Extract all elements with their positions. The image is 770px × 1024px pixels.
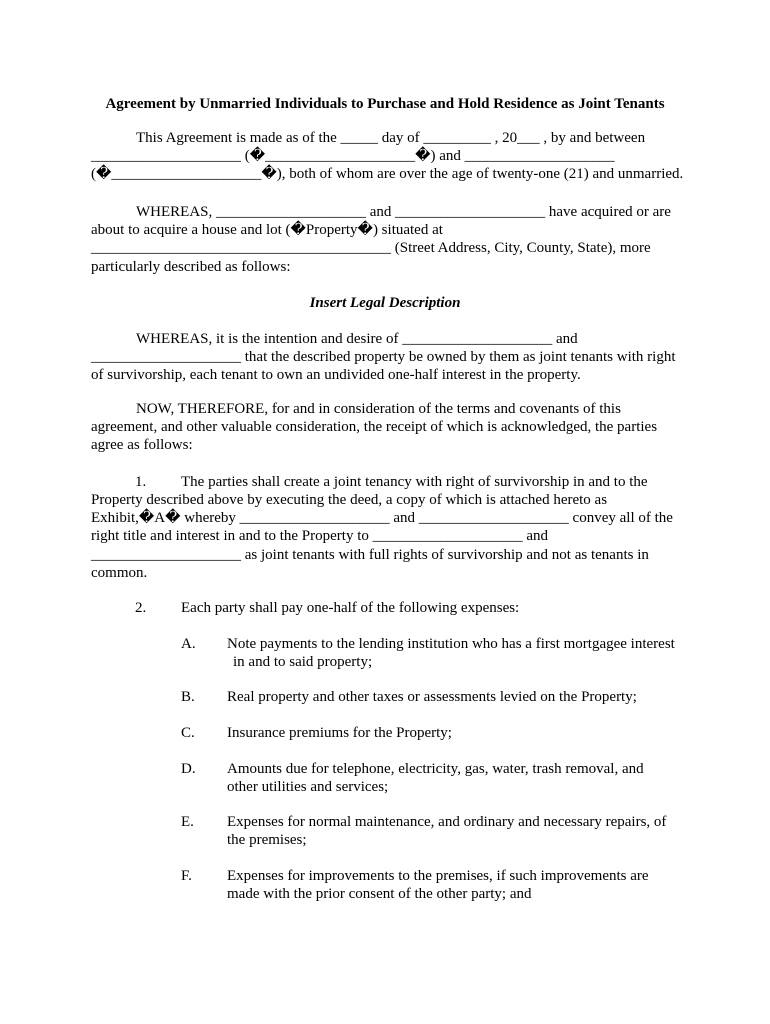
- whereas-line: ____________________ that the described property be owned by them as joint tenants with right: [91, 349, 676, 366]
- now-therefore-line: agree as follows:: [91, 437, 193, 454]
- expense-line: Amounts due for telephone, electricity, gas, water, trash removal, and: [227, 761, 644, 777]
- clause-number: 2.: [135, 600, 147, 616]
- clause-text: Each party shall pay one-half of the following expenses:: [181, 600, 520, 616]
- clause-first-line: The parties shall create a joint tenancy with right of survivorship in and to the: [181, 474, 648, 490]
- expense-text: [227, 724, 687, 742]
- expense-text: [227, 760, 687, 796]
- expense-line: Expenses for improvements to the premises, if such improvements are: [227, 868, 649, 884]
- clause-line: Property described above by executing the deed, a copy of which is attached hereto as: [91, 492, 608, 508]
- intro-line: (�____________________�), both of whom are over the age of twenty-one (21) and unmarried.: [91, 166, 684, 183]
- whereas-paragraph-2: [91, 330, 691, 385]
- whereas-paragraph-1: [91, 203, 691, 276]
- expense-line: made with the prior consent of the other party; and: [227, 886, 532, 903]
- whereas-line: WHEREAS, it is the intention and desire of ____________________ and: [136, 331, 578, 347]
- clause-1-body: [91, 491, 691, 582]
- expense-letter: D.: [181, 761, 196, 777]
- expense-text: [227, 635, 687, 671]
- expense-text: [227, 688, 687, 706]
- expense-letter: F.: [181, 868, 192, 884]
- intro-line: This Agreement is made as of the _____ day of _________ , 20___ , by and between: [136, 130, 646, 146]
- expense-line: Note payments to the lending institution who has a first mortgagee interest: [227, 636, 675, 652]
- now-therefore-paragraph: [91, 400, 691, 455]
- expense-line: Expenses for normal maintenance, and ordinary and necessary repairs, of: [227, 814, 667, 830]
- clause-line: ____________________ as joint tenants with full rights of survivorship and not as tenants in: [91, 546, 649, 563]
- clause-line: right title and interest in and to the Property to ____________________ and: [91, 528, 549, 545]
- expense-letter: A.: [181, 636, 196, 652]
- clause-line: common.: [91, 564, 148, 581]
- expense-letter: E.: [181, 814, 194, 830]
- expense-line: Insurance premiums for the Property;: [227, 725, 452, 741]
- now-therefore-line: NOW, THEREFORE, for and in consideration of the terms and covenants of this: [136, 401, 621, 417]
- expense-letter: C.: [181, 725, 195, 741]
- whereas-line: of survivorship, each tenant to own an undivided one-half interest in the property.: [91, 367, 581, 384]
- expense-line: in and to said property;: [233, 654, 373, 671]
- whereas-line: particularly described as follows:: [91, 258, 291, 275]
- expense-line: the premises;: [227, 832, 307, 849]
- whereas-line: ________________________________________ (Street Address, City, County, State), more: [91, 240, 651, 257]
- expense-text: [227, 813, 687, 849]
- expense-letter: B.: [181, 689, 195, 705]
- intro-paragraph: [91, 129, 691, 184]
- clause-number: 1.: [135, 474, 147, 490]
- whereas-line: about to acquire a house and lot (�Property�) situated at: [91, 222, 443, 239]
- expense-line: Real property and other taxes or assessments levied on the Property;: [227, 689, 637, 705]
- document-title: Agreement by Unmarried Individuals to Purchase and Hold Residence as Joint Tenants: [105, 96, 665, 112]
- expense-text: [227, 867, 687, 903]
- expense-line: other utilities and services;: [227, 779, 389, 796]
- legal-description-heading: Insert Legal Description: [309, 295, 461, 311]
- intro-line: ____________________ (�____________________�) and ____________________: [91, 148, 615, 165]
- whereas-line: WHEREAS, ____________________ and ____________________ have acquired or are: [136, 204, 671, 220]
- clause-line: Exhibit,�A� whereby ____________________ and ____________________ convey all of the: [91, 510, 673, 527]
- now-therefore-line: agreement, and other valuable consideration, the receipt of which is acknowledged, the parties: [91, 419, 658, 436]
